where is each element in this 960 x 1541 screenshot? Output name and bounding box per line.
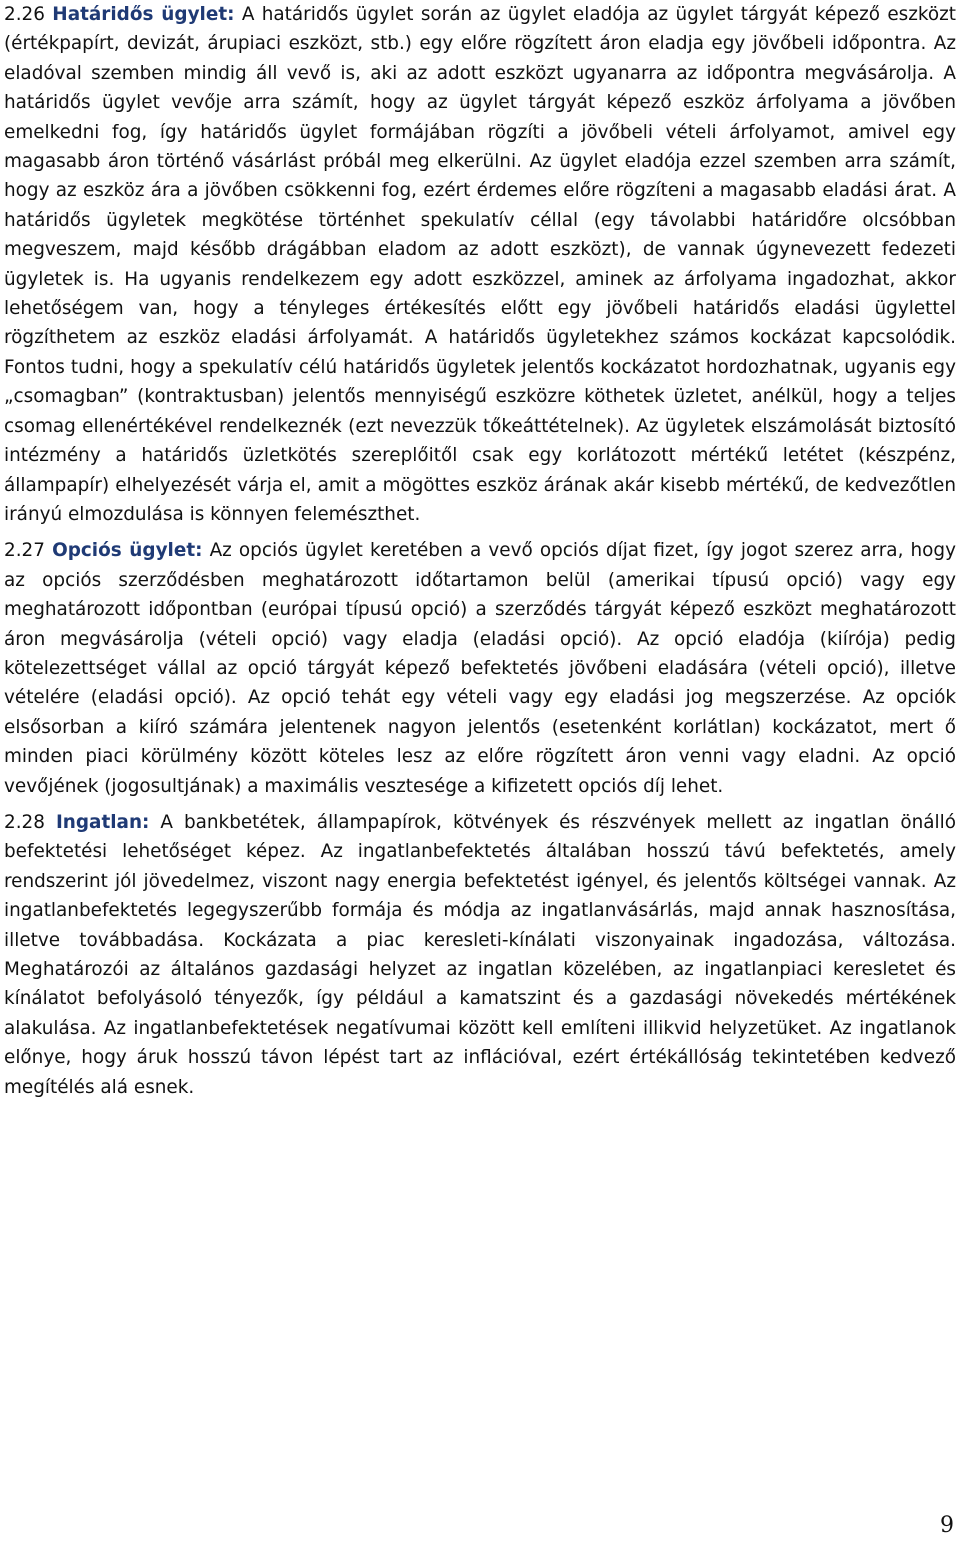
section-number: 2.28	[4, 811, 45, 833]
section-2-27	[4, 536, 956, 801]
section-heading: Ingatlan:	[55, 811, 150, 833]
section-body: A határidős ügylet során az ügylet eladója az ügylet tárgyát képező eszközt (értékpapírt, devizát, árupiaci eszközt, stb.) egy előre rögzített áron eladja egy jövőbeli időpontra. Az eladóval szemben mindig áll vevő is, aki az adott eszközt ugyanarra az időpontra megvásárolja. A határidős ügylet vevője arra számít, hogy az ügylet tárgyát képező eszköz árfolyama a jövőben emelkedni fog, így határidős ügylet formájában rögzíti a jövőbeli vételi árfolyamot, amivel egy magasabb áron történő vásárlást próbál meg elkerülni. Az ügylet eladója ezzel szemben arra számít, hogy az eszköz ára a jövőben csökkenni fog, ezért érdemes előre rögzíteni a magasabb eladási árat. A határidős ügyletek megkötése történhet spekulatív céllal (egy távolabbi határidőre olcsóbban megveszem, majd később drágábban eladom az adott eszközt), de vannak úgynevezett fedezeti ügyletek is. Ha ugyanis rendelkezem egy adott eszközzel, aminek az árfolyama ingadozhat, akkor lehetőségem van, hogy a tényleges értékesítés előtt egy jövőbeli határidős eladási ügylettel rögzíthetem az eszköz eladási árfolyamát. A határidős ügyletekhez számos kockázat kapcsolódik. Fontos tudni, hogy a spekulatív célú határidős ügyletek jelentős kockázatot hordozhatnak, ugyanis egy „csomagban” (kontraktusban) jelentős mennyiségű eszközre köthetek üzletet, anélkül, hogy a teljes csomag ellenértékével rendelkeznék (ezt nevezzük tőkeáttételnek). Az ügyletek elszámolását biztosító intézmény a határidős üzletkötés szereplőitől csak egy korlátozott mértékű letétet (készpénz, állampapír) elhelyezését várja el, amit a mögöttes eszköz árának akár kisebb mértékű, de kedvezőtlen irányú elmozdulása is könnyen felemészthet.	[4, 4, 956, 525]
page-number: 9	[940, 1513, 954, 1538]
section-2-26	[4, 0, 956, 529]
section-number: 2.26	[4, 4, 45, 25]
section-body: Az opciós ügylet keretében a vevő opciós díjat fizet, így jogot szerez arra, hogy az opciós szerződésben meghatározott időtartamon belül (amerikai típusú opció) vagy egy meghatározott időpontban (európai típusú opció) a szerződés tárgyát képező eszközt meghatározott áron megvásárolja (vételi opció) vagy eladja (eladási opció). Az opció eladója (kiírója) pedig kötelezettséget vállal az opció tárgyát képező befektetés jövőbeni eladására (vételi opció), illetve vételére (eladási opció). Az opció tehát egy vételi vagy egy eladási jog megszerzése. Az opciók elsősorban a kiíró számára jelentenek nagyon jelentős (esetenként korlátlan) kockázatot, mert ő minden piaci körülmény között köteles lesz az előre rögzített áron venni vagy eladni. Az opció vevőjének (jogosultjának) a maximális vesztesége a kifizetett opciós díj lehet.	[4, 540, 956, 797]
section-2-28	[4, 808, 956, 1102]
section-heading: Opciós ügylet:	[52, 540, 203, 562]
section-body: A bankbetétek, állampapírok, kötvények és részvények mellett az ingatlan önálló befektetési lehetőséget képez. Az ingatlanbefektetés általában hosszú távú befektetés, amely rendszerint jól jövedelmez, viszont nagy energia befektetést igényel, és jelentős költségei vannak. Az ingatlanbefektetés legegyszerűbb formája és módja az ingatlanvásárlás, majd annak hasznosítása, illetve továbbadása. Kockázata a piac keresleti-kínálati viszonyainak ingadozása, változása. Meghatározói az általános gazdasági helyzet az ingatlan közelében, az ingatlanpiaci keresletet és kínálatot befolyásoló tényezők, így például a kamatszint és a gazdasági növekedés mértékének alakulása. Az ingatlanbefektetések negatívumai között kell említeni illikvid helyzetüket. Az ingatlanok előnye, hogy áruk hosszú távon lépést tart az inflációval, ezért értékállóság tekintetében kedvező megítélés alá esnek.	[4, 811, 956, 1098]
document-page	[4, 0, 956, 1102]
section-number: 2.27	[4, 540, 45, 562]
section-heading: Határidős ügylet:	[52, 4, 235, 25]
